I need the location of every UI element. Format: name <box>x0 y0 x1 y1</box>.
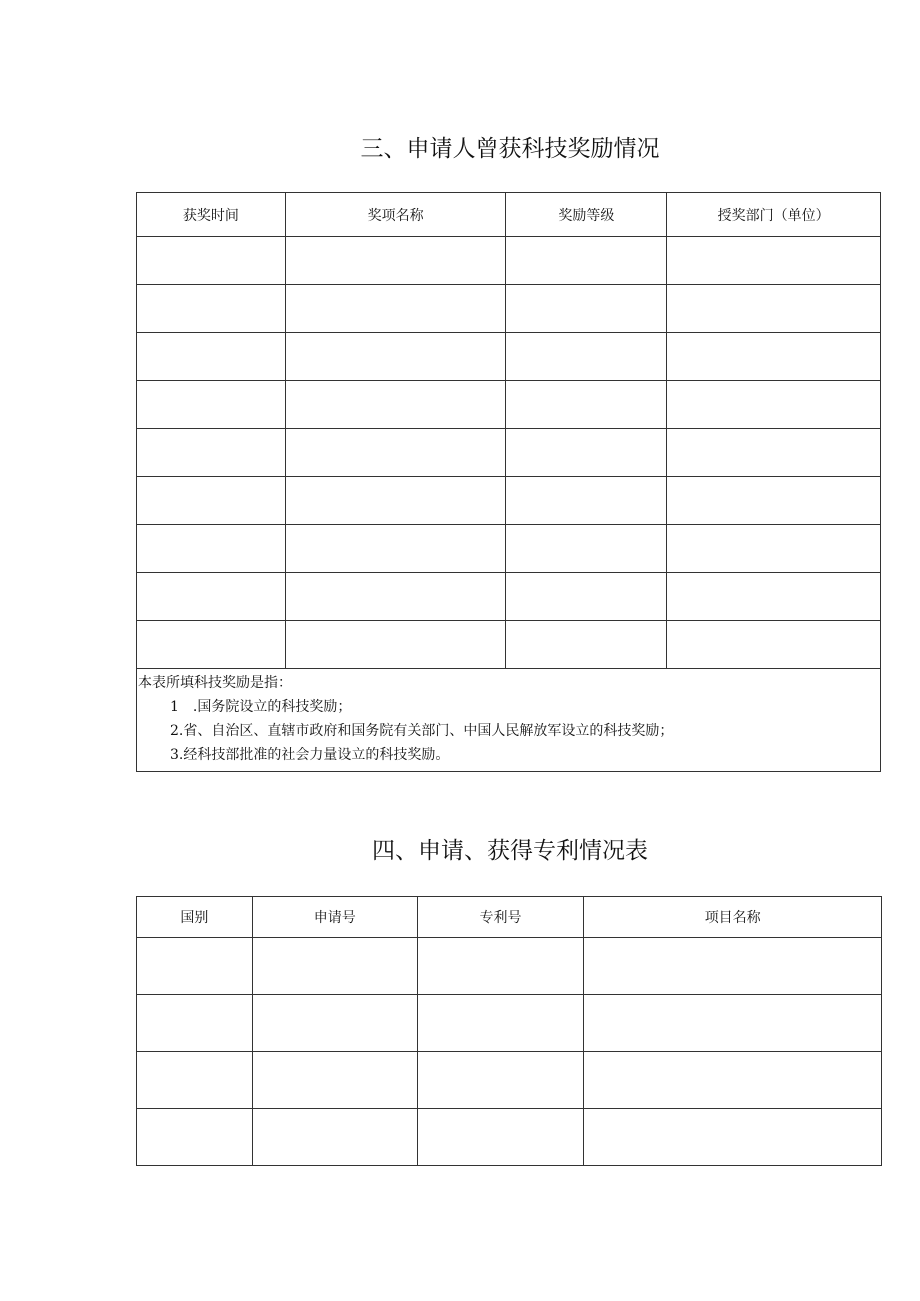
awards-table-cell[interactable] <box>285 477 506 525</box>
awards-notes-intro: 本表所填科技奖励是指： <box>138 675 292 691</box>
awards-table-cell[interactable] <box>137 573 286 621</box>
awards-table-cell[interactable] <box>285 525 506 573</box>
patents-header-application-number: 申请号 <box>252 897 417 938</box>
awards-table-cell[interactable] <box>667 333 881 381</box>
patents-header-project-name: 项目名称 <box>584 897 882 938</box>
patents-table-row <box>137 1052 882 1109</box>
patents-table-cell[interactable] <box>584 1109 882 1166</box>
awards-table-cell[interactable] <box>285 285 506 333</box>
patents-header-row <box>137 897 882 938</box>
patents-table-cell[interactable] <box>417 1052 584 1109</box>
patents-table-cell[interactable] <box>137 995 253 1052</box>
awards-table-row <box>137 525 881 573</box>
patents-table <box>136 896 882 1166</box>
patents-table-cell[interactable] <box>137 1109 253 1166</box>
awards-table-cell[interactable] <box>285 429 506 477</box>
awards-table-cell[interactable] <box>137 621 286 669</box>
awards-table-cell[interactable] <box>137 477 286 525</box>
patents-section-title: 四、申请、获得专利情况表 <box>372 838 648 864</box>
awards-notes-row <box>137 669 881 772</box>
awards-table-cell[interactable] <box>506 477 667 525</box>
awards-header-level: 奖励等级 <box>506 193 667 237</box>
awards-table-row <box>137 477 881 525</box>
awards-table-row <box>137 285 881 333</box>
patents-table-cell[interactable] <box>137 1052 253 1109</box>
awards-header-time: 获奖时间 <box>137 193 286 237</box>
patents-table-cell[interactable] <box>417 995 584 1052</box>
awards-table-cell[interactable] <box>137 333 286 381</box>
patents-table-cell[interactable] <box>584 995 882 1052</box>
awards-table-cell[interactable] <box>137 381 286 429</box>
awards-table-row <box>137 333 881 381</box>
awards-table-row <box>137 237 881 285</box>
awards-table-cell[interactable] <box>667 381 881 429</box>
awards-header-department: 授奖部门（单位） <box>667 193 881 237</box>
awards-table-cell[interactable] <box>667 285 881 333</box>
awards-table-cell[interactable] <box>285 621 506 669</box>
awards-header-row <box>137 193 881 237</box>
awards-table-cell[interactable] <box>285 237 506 285</box>
patents-table-cell[interactable] <box>137 938 253 995</box>
patents-table-row <box>137 1109 882 1166</box>
patents-table-cell[interactable] <box>417 938 584 995</box>
awards-table-cell[interactable] <box>285 333 506 381</box>
awards-table-cell[interactable] <box>667 525 881 573</box>
awards-table-row <box>137 429 881 477</box>
patents-table-cell[interactable] <box>584 938 882 995</box>
awards-table-cell[interactable] <box>667 237 881 285</box>
patents-table-cell[interactable] <box>584 1052 882 1109</box>
awards-notes-cell <box>137 669 881 772</box>
awards-table-cell[interactable] <box>506 381 667 429</box>
patents-table-row <box>137 995 882 1052</box>
awards-notes-item-3: 3.经科技部批准的社会力量设立的科技奖励。 <box>170 747 450 763</box>
awards-header-name: 奖项名称 <box>285 193 506 237</box>
awards-table-row <box>137 573 881 621</box>
awards-notes-item-1: 1 .国务院设立的科技奖励； <box>170 699 352 715</box>
awards-table-cell[interactable] <box>506 573 667 621</box>
patents-table-cell[interactable] <box>252 1109 417 1166</box>
awards-table-cell[interactable] <box>667 477 881 525</box>
awards-table-cell[interactable] <box>506 525 667 573</box>
patents-header-country: 国别 <box>137 897 253 938</box>
awards-table-cell[interactable] <box>506 333 667 381</box>
awards-table-cell[interactable] <box>506 429 667 477</box>
awards-table-cell[interactable] <box>667 573 881 621</box>
awards-table-cell[interactable] <box>137 429 286 477</box>
patents-table-cell[interactable] <box>417 1109 584 1166</box>
awards-table-cell[interactable] <box>506 285 667 333</box>
awards-table-cell[interactable] <box>285 573 506 621</box>
patents-table-cell[interactable] <box>252 938 417 995</box>
patents-table-cell[interactable] <box>252 1052 417 1109</box>
awards-table-cell[interactable] <box>137 285 286 333</box>
awards-notes-item-2: 2.省、自治区、直辖市政府和国务院有关部门、中国人民解放军设立的科技奖励； <box>170 723 674 739</box>
patents-table-row <box>137 938 882 995</box>
awards-table-row <box>137 381 881 429</box>
awards-table-cell[interactable] <box>285 381 506 429</box>
awards-table-cell[interactable] <box>667 429 881 477</box>
patents-table-cell[interactable] <box>252 995 417 1052</box>
awards-table-cell[interactable] <box>137 525 286 573</box>
awards-section-title: 三、申请人曾获科技奖励情况 <box>360 136 660 162</box>
awards-table-cell[interactable] <box>506 621 667 669</box>
awards-table-cell[interactable] <box>506 237 667 285</box>
awards-table-cell[interactable] <box>667 621 881 669</box>
awards-table-cell[interactable] <box>137 237 286 285</box>
awards-table-row <box>137 621 881 669</box>
awards-table <box>136 192 881 772</box>
patents-header-patent-number: 专利号 <box>417 897 584 938</box>
